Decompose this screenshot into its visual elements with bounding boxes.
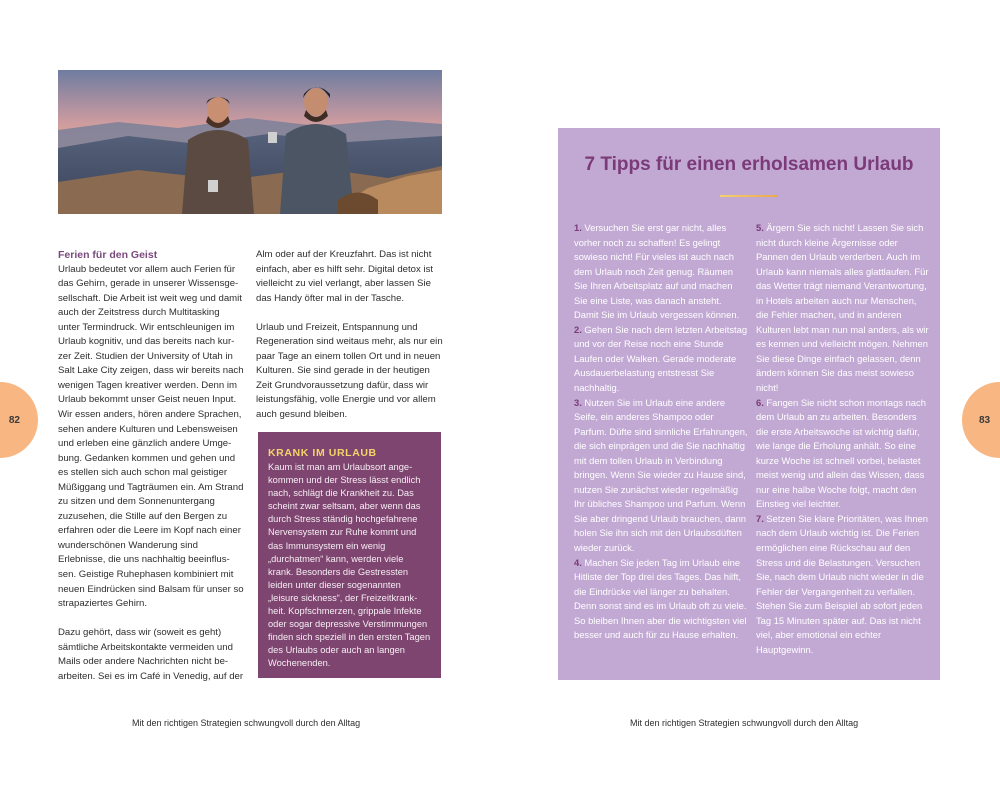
tip-item: 2. Gehen Sie nach dem letzten Arbeitstag und vor der Reise noch eine Stunde Laufen oder Walken. Gerade moderate Ausdauerbelastung entstresst Sie nachhaltig.	[574, 323, 748, 394]
body-paragraph: Urlaub bedeutet vor allem auch Ferien für das Gehirn, gerade in unserer Wissensgesellschaft. Die Arbeit ist weit weg und damit auch der Zeitstress durch Multitasking unter Termindruck. Wir entschleunigen im Urlaub kognitiv, und das bereits nach kurzer Zeit. Studien der University of Utah in Salt Lake City zeigen, dass wir bereits nach wenigen Tagen kreativer werden. Denn im Urlaub bekommt unser Geist neuen Input. Wir essen anders, hören andere Sprachen, sehen andere Kulturen und Lebensweisen und erleben eine gänzlich andere Umgebung. Gedanken kommen und gehen und es stellen sich auch schon mal geistiger Müßiggang und Tagträumen ein. Am Strand zu sitzen und dem Sonnenuntergang zuzusehen, die Stille auf den Bergen zu erfahren oder die Leere im Kopf nach einer wunderschönen Wanderung sind Erlebnisse, die uns nachhaltig beeinflussen. Geistige Ruhephasen kombiniert mit neuen Eindrücken sind Balsam für unser so strapaziertes Gehirn.	[58, 263, 244, 610]
page-number-tab	[0, 382, 38, 458]
tip-item: 6. Fangen Sie nicht schon montags nach dem Urlaub an zu arbeiten. Besonders die erste Arbeitswoche ist wichtig dafür, wie lange die Erholung anhält. So eine kurze Woche ist schnell vorbei, belastet meist wenig und allein das Wissen, dass nur eine halbe Woche folgt, macht den Einstieg viel leichter.	[756, 396, 926, 510]
right-page	[500, 0, 1000, 800]
tip-item: 3. Nutzen Sie im Urlaub eine andere Seife, ein anderes Shampoo oder Parfum. Düfte sind sinnliche Erfahrungen, die sich einprägen und die Sie nachhaltig mit dem tollen Urlaub in Verbindung bringen. Wenn Sie wieder zu Hause sind, nutzen Sie zunächst wieder regelmäßig Ihr übliches Shampoo und Parfum. Wenn Sie aber dringend Urlaub brauchen, dann holen Sie ihn sich mit den Urlaubsdüften wieder zurück.	[574, 396, 748, 554]
left-column-2	[256, 248, 444, 423]
body-paragraph: Alm oder auf der Kreuzfahrt. Das ist nicht einfach, aber es hilft sehr. Digital detox ist vielleicht zu viel verlangt, aber lassen Sie das Handy öfter mal in der Tasche.	[256, 249, 434, 304]
tip-item: 1. Versuchen Sie erst gar nicht, alles vorher noch zu schaffen! Es gelingt sowieso nicht! Für vieles ist auch nach dem Urlaub noch Zeit genug. Räumen Sie Ihren Arbeitsplatz auf und machen Sie eine Liste, was danach ansteht. Damit Sie im Urlaub vergessen können.	[574, 222, 740, 321]
tips-title: 7 Tipps für einen erholsamen Urlaub	[584, 154, 914, 175]
page-number: 83	[979, 414, 991, 426]
page-number: 82	[8, 414, 20, 426]
tip-item: 4. Machen Sie jeden Tag im Urlaub eine Hitliste der Top drei des Tages. Das hilft, die Eindrücke viel länger zu behalten. Denn sonst sind es im Urlaub oft zu viele. So bleiben Ihnen aber die wichtigsten viel besser und auch für zu Hause erhalten.	[574, 556, 747, 641]
tips-column-1	[574, 221, 748, 643]
tip-item: 5. Ärgern Sie sich nicht! Lassen Sie sich nicht durch kleine Ärgernisse oder Pannen den Urlaub verderben. Auch im Urlaub kann niemals alles glattlaufen. Für das Wetter trägt niemand Verantwortung, in Hotels arbeiten auch nur Menschen, die Fehler machen, und in anderen Kulturen lebt man nun mal anders, als wir es kennen und vielleicht mögen. Nehmen Sie diese Dinge einfach gelassen, denn ändern können Sie das meist sowieso nicht!	[756, 222, 929, 394]
box-title: KRANK IM URLAUB	[268, 447, 377, 459]
section-heading: Ferien für den Geist	[58, 249, 158, 261]
body-paragraph: Dazu gehört, dass wir (soweit es geht) sämtliche Arbeitskontakte vermeiden und Mails oder andere Nachrichten nicht bearbeiten. Sei es im Café in Venedig, auf der	[58, 627, 244, 682]
hero-photo	[58, 70, 442, 214]
left-column-1	[58, 248, 244, 684]
running-footer: Mit den richtigen Strategien schwungvoll durch den Alltag	[630, 718, 859, 728]
tip-item: 7. Setzen Sie klare Prioritäten, was Ihnen nach dem Urlaub wichtig ist. Die Ferien ermöglichen eine Rückschau auf den Stress und die Belastungen. Versuchen Sie, nach dem Urlaub nicht wieder in die Fehler der Vergangenheit zu verfallen. Stehen Sie zum Beispiel ab sofort jeden Tag 15 Minuten später auf. Das ist nicht viel, aber emotional ein echter Hauptgewinn.	[756, 512, 928, 655]
tips-column-2	[756, 221, 930, 657]
title-underline	[720, 195, 778, 197]
krank-im-urlaub-box	[258, 432, 441, 678]
body-paragraph: Urlaub und Freizeit, Entspannung und Regeneration sind weitaus mehr, als nur ein paar Tage an einem tollen Ort und in neuen Kulturen. Sie sind gerade in der heutigen Zeit Grundvoraussetzung dafür, dass wir leistungsfähig, volle Energie und vor allem auch gesund bleiben.	[256, 321, 443, 420]
box-text: Kaum ist man am Urlaubsort angekommen und der Stress lässt endlich nach, schlägt die Krankheit zu. Das scheint zwar seltsam, aber wenn das durch Stress ständig hochgefahrene Nervensystem zur Ruhe kommt und das Immunsystem ein wenig „durchatmen“ kann, werden viele krank. Besonders die Gestressten leiden unter dieser sogenannten „leisure sickness“, der Freizeitkrankheit. Kopfschmerzen, grippale Infekte oder sogar depressive Verstimmungen finden sich speziell in den ersten Tagen des Urlaubs oder auch an langen Wochenenden.	[268, 462, 431, 669]
tips-box	[558, 128, 940, 680]
running-footer: Mit den richtigen Strategien schwungvoll durch den Alltag	[132, 718, 361, 728]
page-number-tab	[962, 382, 1000, 458]
